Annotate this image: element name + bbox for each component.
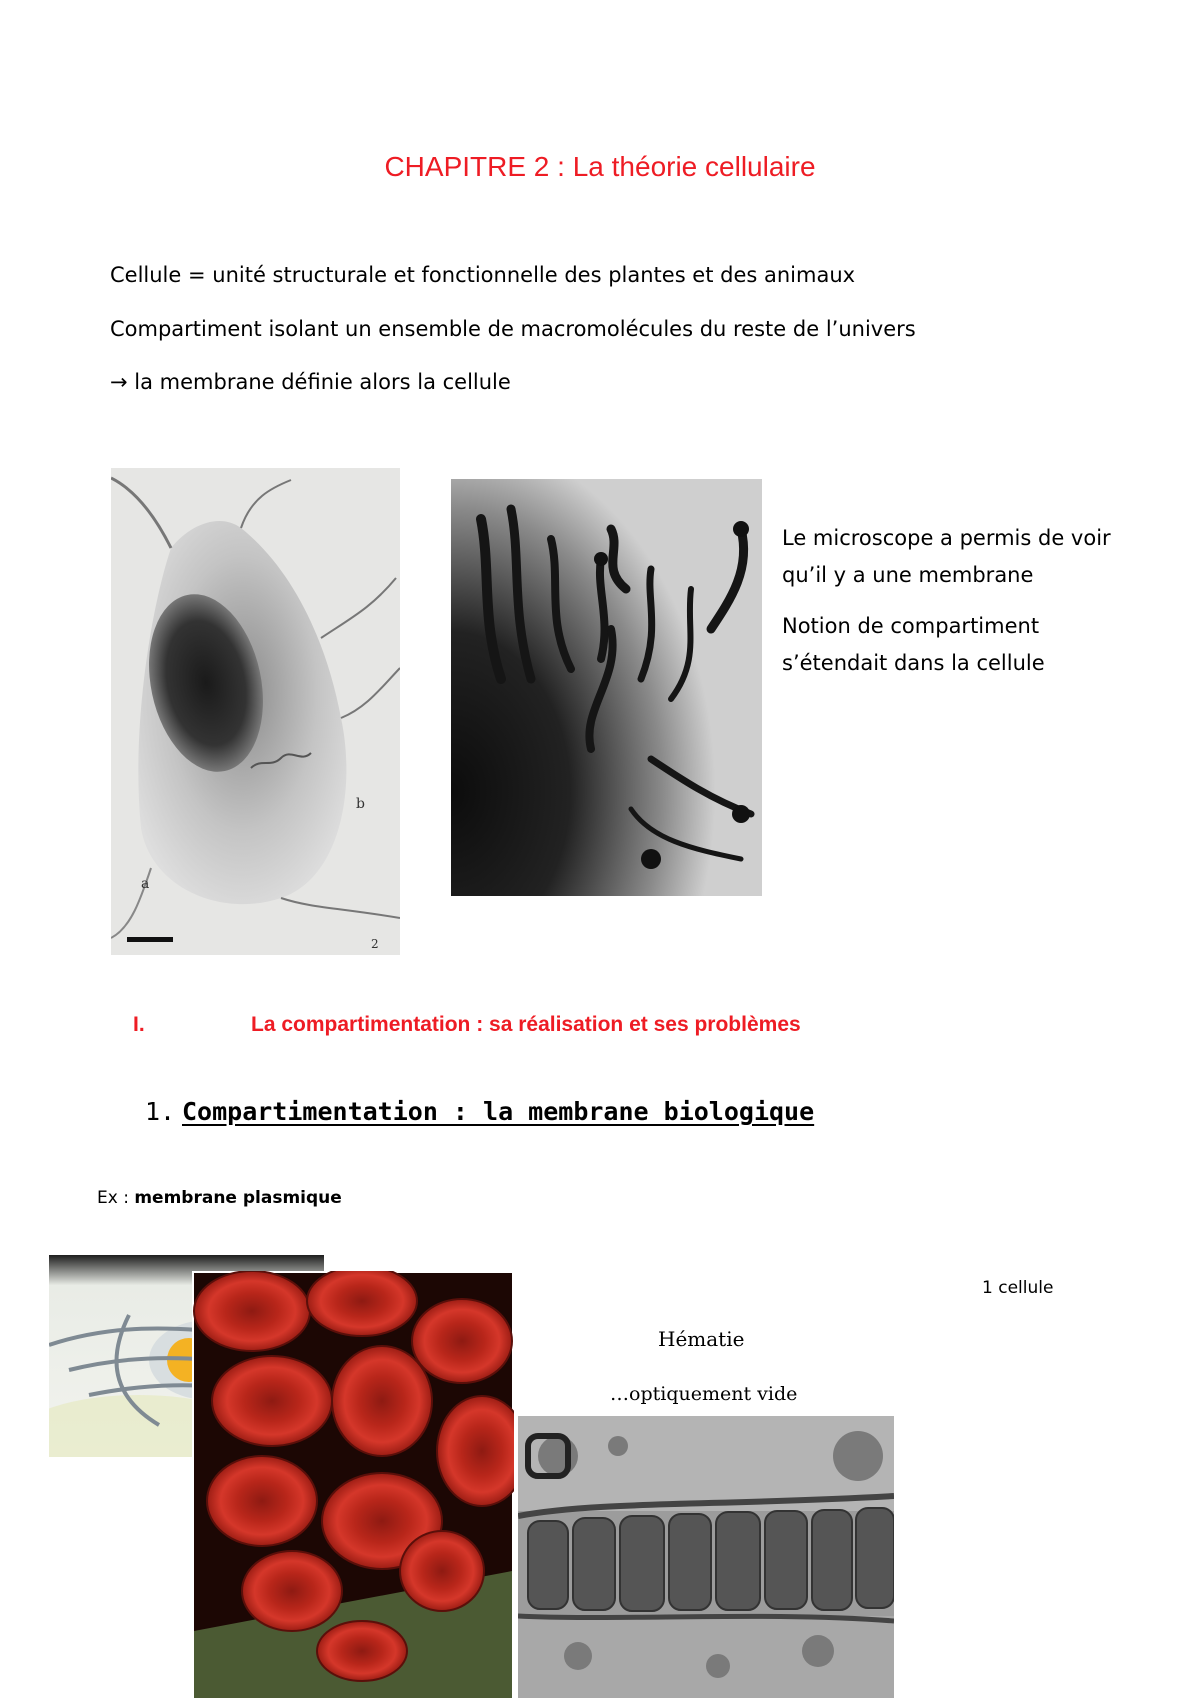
example-line — [97, 1188, 342, 1208]
figure-number: 2 — [371, 937, 379, 951]
subsection-number: 1. — [145, 1097, 176, 1126]
cell-micrograph-image — [111, 468, 400, 955]
intro-line-compartment: Compartiment isolant un ensemble de macromolécules du reste de l’univers — [110, 317, 916, 341]
optically-empty-label: …optiquement vide — [610, 1383, 798, 1405]
membrane-projections-image — [451, 479, 762, 896]
label-b: b — [356, 796, 365, 812]
red-blood-cells-photo — [192, 1271, 514, 1698]
subsection-title: Compartimentation : la membrane biologique — [182, 1097, 815, 1126]
intro-line-membrane: → la membrane définie alors la cellule — [110, 370, 511, 394]
electron-micrograph-image — [518, 1416, 894, 1698]
microscope-note-para1: Le microscope a permis de voir qu’il y a une membrane — [782, 526, 1111, 587]
page-title: CHAPITRE 2 : La théorie cellulaire — [384, 151, 816, 182]
section-title: La compartimentation : sa réalisation et ses problèmes — [251, 1013, 801, 1036]
section-number: I. — [133, 1013, 145, 1036]
example-term: membrane plasmique — [134, 1188, 342, 1208]
intro-line-definition: Cellule = unité structurale et fonctionnelle des plantes et des animaux — [110, 263, 856, 287]
microscope-note — [782, 520, 1112, 696]
cell-count-label: 1 cellule — [982, 1278, 1054, 1298]
hematie-label: Hématie — [658, 1327, 745, 1351]
label-a: a — [141, 876, 150, 892]
example-prefix: Ex : — [97, 1188, 135, 1208]
microscope-note-para2: Notion de compartiment s’étendait dans la cellule — [782, 614, 1045, 675]
